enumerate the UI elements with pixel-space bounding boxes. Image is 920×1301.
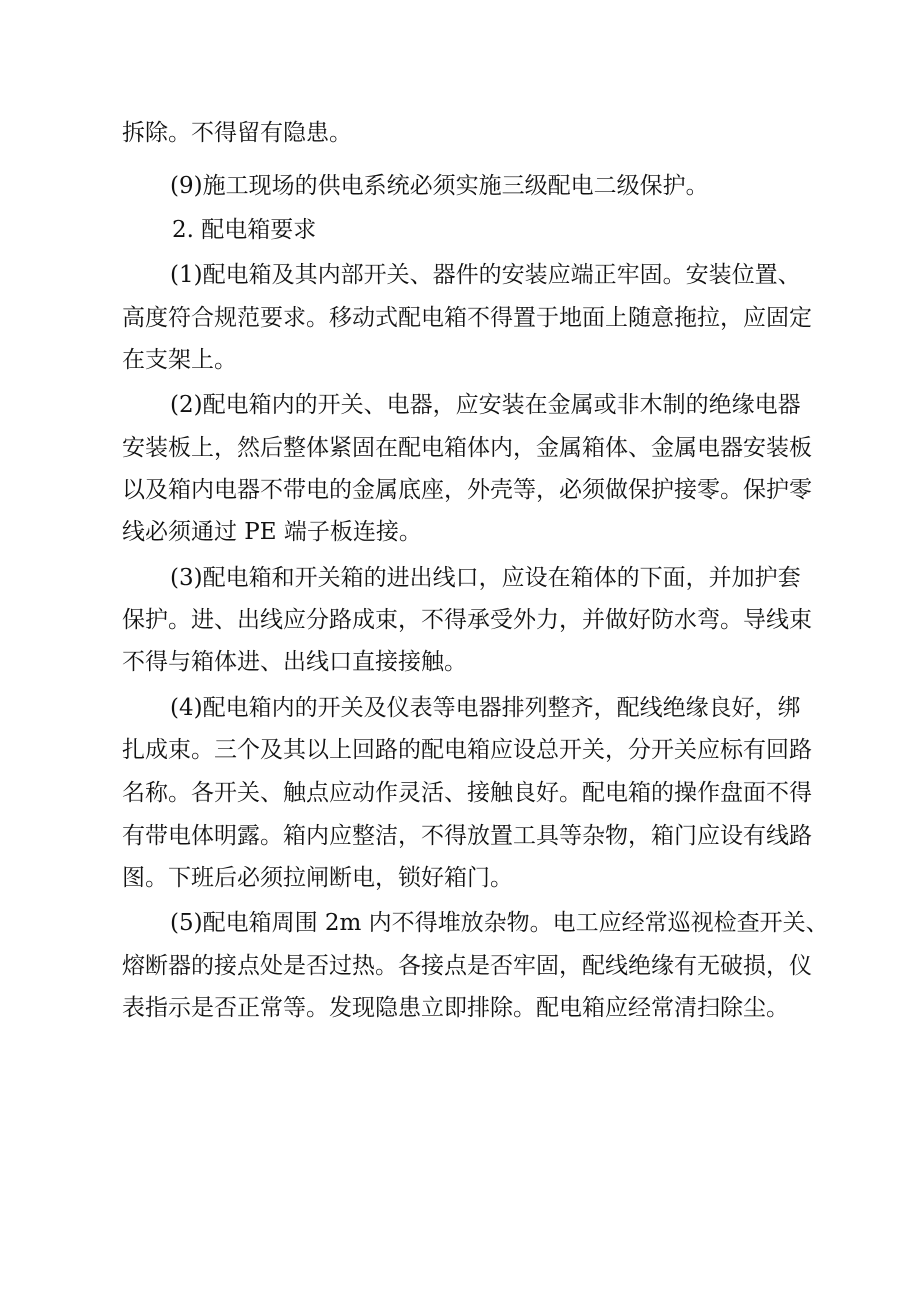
text-line: 表指示是否正常等。发现隐患立即排除。配电箱应经常清扫除尘。 [122,995,789,1021]
text-line: (1)配电箱及其内部开关、器件的安装应端正牢固。安装位置、 [170,262,801,288]
text-line: (2)配电箱内的开关、电器，应安装在金属或非木制的绝缘电器 [170,392,801,418]
text-line: 拆除。不得留有隐患。 [122,120,352,146]
text-line: 图。下班后必须拉闸断电，锁好箱门。 [122,865,513,891]
text-line: 有带电体明露。箱内应整洁，不得放置工具等杂物，箱门应设有线路 [122,823,812,849]
text-line: 高度符合规范要求。移动式配电箱不得置于地面上随意拖拉，应固定 [122,305,812,331]
text-line: (5)配电箱周围 2m 内不得堆放杂物。电工应经常巡视检查开关、 [170,910,829,936]
text-line: 不得与箱体进、出线口直接接触。 [122,649,467,675]
text-line: (9)施工现场的供电系统必须实施三级配电二级保护。 [170,173,709,199]
section-heading: 2. 配电箱要求 [172,217,317,243]
text-line: (4)配电箱内的开关及仪表等电器排列整齐，配线绝缘良好，绑 [170,695,801,721]
text-line: 以及箱内电器不带电的金属底座，外壳等，必须做保护接零。保护零 [122,477,812,503]
text-line: (3)配电箱和开关箱的进出线口，应设在箱体的下面，并加护套 [170,565,801,591]
text-line: 熔断器的接点处是否过热。各接点是否牢固，配线绝缘有无破损，仪 [122,953,812,979]
text-line: 保护。进、出线应分路成束，不得承受外力，并做好防水弯。导线束 [122,607,812,633]
text-line: 安装板上，然后整体紧固在配电箱体内，金属箱体、金属电器安装板 [122,435,812,461]
text-line: 线必须通过 PE 端子板连接。 [122,519,422,545]
text-line: 扎成束。三个及其以上回路的配电箱应设总开关，分开关应标有回路 [122,737,812,763]
text-line: 在支架上。 [122,347,237,373]
text-line: 名称。各开关、触点应动作灵活、接触良好。配电箱的操作盘面不得 [122,780,812,806]
